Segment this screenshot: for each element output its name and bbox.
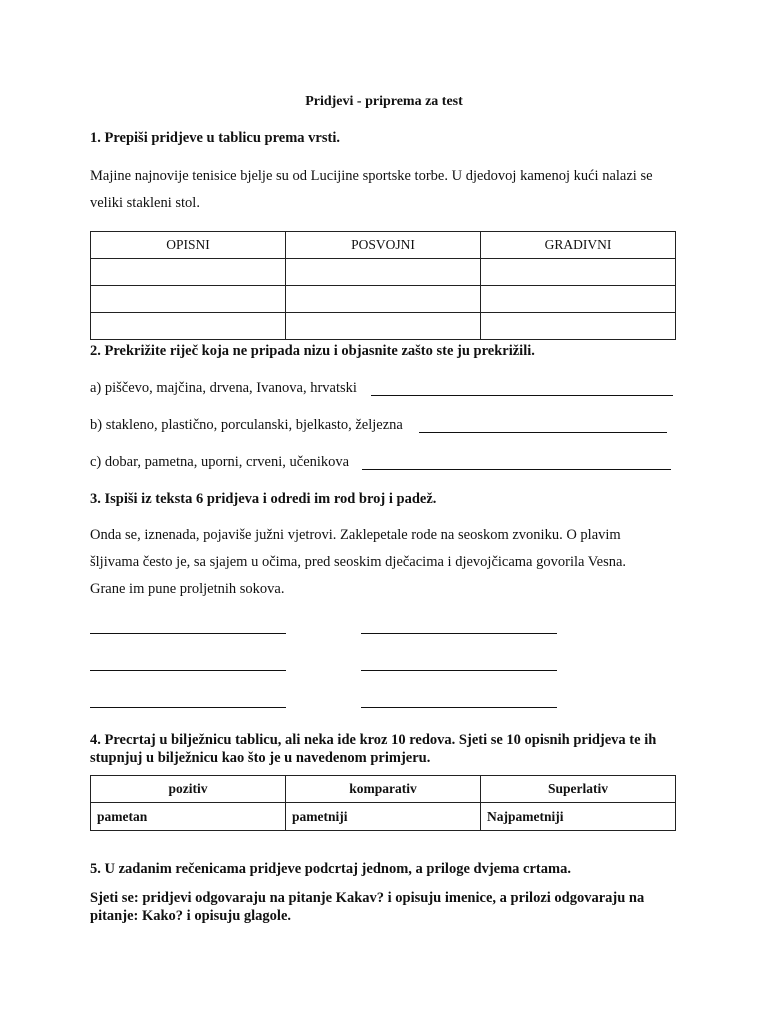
q2-answer-line-a[interactable]	[371, 395, 673, 396]
q3-answer-line[interactable]	[90, 707, 286, 708]
header-opisni: OPISNI	[91, 232, 286, 259]
q2-heading: 2. Prekrižite riječ koja ne pripada nizu i objasnite zašto ste ju prekrižili.	[90, 343, 535, 359]
table-row	[91, 313, 676, 340]
table-row	[91, 286, 676, 313]
header-pozitiv: pozitiv	[91, 776, 286, 803]
cell-pozitiv-example: pametan	[91, 803, 286, 831]
table-cell[interactable]	[286, 286, 481, 313]
q3-answer-line[interactable]	[90, 670, 286, 671]
q2-item-a: a) piščevo, majčina, drvena, Ivanova, hrvatski	[90, 380, 357, 396]
q3-text-line-3: Grane im pune proljetnih sokova.	[90, 581, 285, 597]
table-cell[interactable]	[91, 286, 286, 313]
cell-superlativ-example: Najpametniji	[481, 803, 676, 831]
header-posvojni: POSVOJNI	[286, 232, 481, 259]
table-cell[interactable]	[286, 259, 481, 286]
q2-answer-line-b[interactable]	[419, 432, 667, 433]
q1-text-line-1: Majine najnovije tenisice bjelje su od Lucijine sportske torbe. U djedovoj kamenoj kući nalazi se	[90, 168, 653, 184]
q5-heading: 5. U zadanim rečenicama pridjeve podcrtaj jednom, a priloge dvjema crtama.	[90, 861, 571, 877]
q3-answer-line[interactable]	[361, 707, 557, 708]
q3-text-line-1: Onda se, iznenada, pojaviše južni vjetrovi. Zaklepetale rode na seoskom zvoniku. O plavim	[90, 527, 621, 543]
q4-comparison-table	[90, 775, 676, 831]
header-gradivni: GRADIVNI	[481, 232, 676, 259]
q1-heading: 1. Prepiši pridjeve u tablicu prema vrsti.	[90, 130, 340, 146]
q1-adjective-table	[90, 231, 676, 340]
q3-answer-line[interactable]	[361, 670, 557, 671]
table-cell[interactable]	[481, 259, 676, 286]
q3-answer-line[interactable]	[90, 633, 286, 634]
q5-hint: Sjeti se: pridjevi odgovaraju na pitanje Kakav? i opisuju imenice, a prilozi odgovaraju na pitanje: Kako? i opisuju glagole.	[90, 890, 645, 924]
table-cell[interactable]	[481, 286, 676, 313]
q1-text-line-2: veliki stakleni stol.	[90, 195, 200, 211]
table-header-row	[91, 232, 676, 259]
table-cell[interactable]	[481, 313, 676, 340]
table-cell[interactable]	[91, 313, 286, 340]
cell-komparativ-example: pametniji	[286, 803, 481, 831]
table-cell[interactable]	[91, 259, 286, 286]
q3-heading: 3. Ispiši iz teksta 6 pridjeva i odredi im rod broj i padež.	[90, 491, 437, 507]
q4-heading: 4. Precrtaj u bilježnicu tablicu, ali neka ide kroz 10 redova. Sjeti se 10 opisnih pridjeva te ih stupnjuj u bilježnicu kao što je u navedenom primjeru.	[90, 732, 657, 766]
q3-text-line-2: šljivama često je, sa sjajem u očima, pred seoskim dječacima i djevojčicama govorila Vesna.	[90, 554, 627, 570]
header-komparativ: komparativ	[286, 776, 481, 803]
page-title: Pridjevi - priprema za test	[305, 94, 463, 109]
table-header-row	[91, 776, 676, 803]
header-superlativ: Superlativ	[481, 776, 676, 803]
q3-answer-line[interactable]	[361, 633, 557, 634]
table-row	[91, 803, 676, 831]
q2-answer-line-c[interactable]	[362, 469, 671, 470]
q2-item-b: b) stakleno, plastično, porculanski, bjelkasto, željezna	[90, 417, 403, 433]
table-cell[interactable]	[286, 313, 481, 340]
table-row	[91, 259, 676, 286]
q2-item-c: c) dobar, pametna, uporni, crveni, učenikova	[90, 454, 350, 470]
